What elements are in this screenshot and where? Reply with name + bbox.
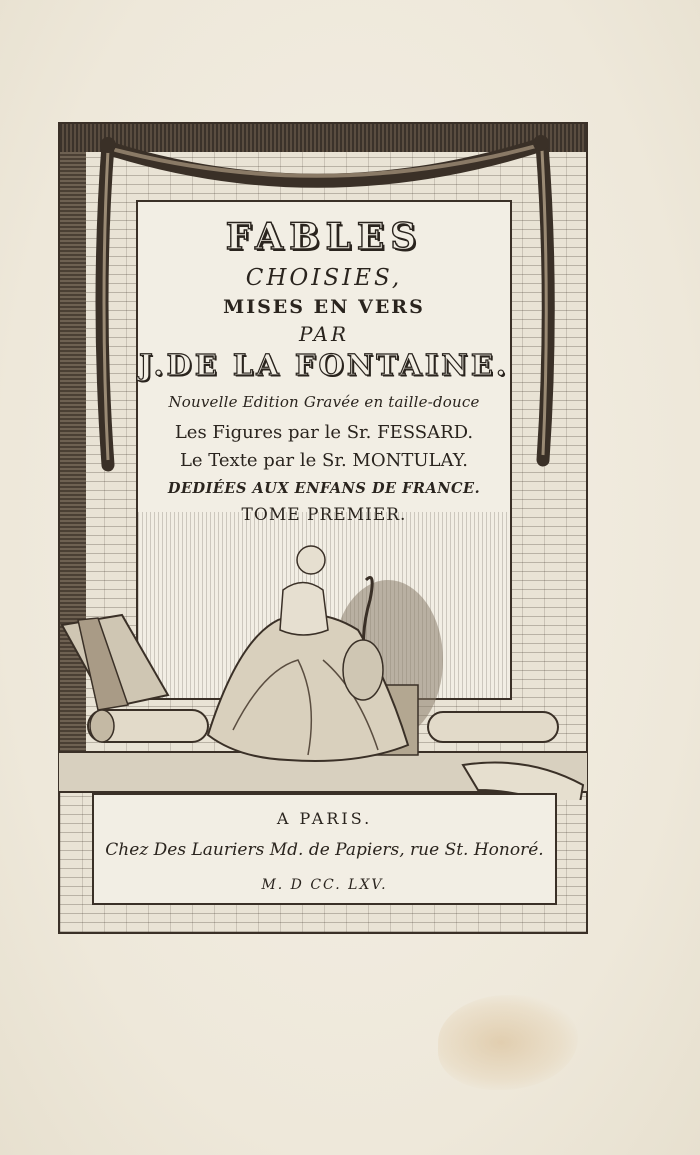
edition-line: Nouvelle Edition Gravée en taille-douce	[168, 393, 480, 411]
allegorical-figure-illustration	[58, 520, 588, 800]
paper-stain	[438, 995, 578, 1090]
page-title: FABLES	[225, 216, 423, 258]
by-line: PAR	[298, 322, 350, 346]
imprint-publisher: Chez Des Lauriers Md. de Papiers, rue St. Honoré.	[105, 840, 544, 860]
dedication-line: DEDIÉES AUX ENFANS DE FRANCE.	[167, 480, 481, 497]
imprint-date: M. D CC. LXV.	[261, 877, 388, 893]
imprint-city: A PARIS.	[276, 809, 373, 828]
text-credit: Le Texte par le Sr. MONTULAY.	[179, 450, 469, 471]
volume-label: TOME PREMIER.	[241, 505, 407, 525]
subtitle: CHOISIES,	[245, 265, 403, 291]
imprint-box	[92, 793, 557, 905]
verse-line: MISES EN VERS	[223, 296, 425, 318]
author-name: J.DE LA FONTAINE.	[138, 348, 510, 382]
figures-credit: Les Figures par le Sr. FESSARD.	[174, 422, 474, 443]
